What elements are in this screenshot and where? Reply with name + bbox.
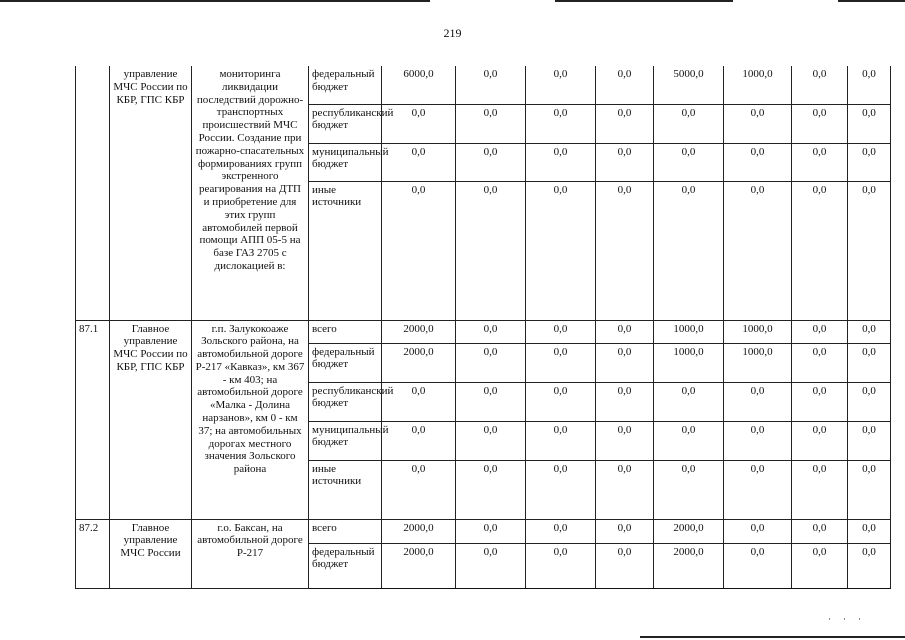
amount-cell: 1000,0 <box>724 66 792 104</box>
amount-cell: 0,0 <box>456 519 526 543</box>
amount-cell: 2000,0 <box>382 519 456 543</box>
amount-cell: 0,0 <box>848 343 891 382</box>
funding-source: федеральный бюджет <box>309 66 382 104</box>
organization-cell: Главное управление МЧС России <box>110 519 192 588</box>
amount-cell: 0,0 <box>596 181 654 320</box>
funding-source: иные источники <box>309 460 382 519</box>
amount-cell: 0,0 <box>596 104 654 143</box>
amount-cell: 0,0 <box>596 543 654 588</box>
amount-cell: 0,0 <box>848 104 891 143</box>
amount-cell: 0,0 <box>382 104 456 143</box>
amount-cell: 0,0 <box>526 421 596 460</box>
scan-specks: ··· <box>828 614 873 624</box>
top-rule-right <box>838 0 905 2</box>
amount-cell: 0,0 <box>526 343 596 382</box>
amount-cell: 0,0 <box>382 421 456 460</box>
table-row <box>76 66 891 104</box>
amount-cell: 2000,0 <box>654 543 724 588</box>
amount-cell: 0,0 <box>382 460 456 519</box>
amount-cell: 0,0 <box>596 382 654 421</box>
amount-cell: 0,0 <box>792 66 848 104</box>
amount-cell: 6000,0 <box>382 66 456 104</box>
amount-cell: 0,0 <box>792 543 848 588</box>
amount-cell: 0,0 <box>654 421 724 460</box>
amount-cell: 0,0 <box>526 143 596 181</box>
amount-cell: 0,0 <box>526 66 596 104</box>
amount-cell: 0,0 <box>456 460 526 519</box>
amount-cell: 0,0 <box>792 343 848 382</box>
amount-cell: 0,0 <box>724 143 792 181</box>
amount-cell: 2000,0 <box>382 320 456 343</box>
amount-cell: 0,0 <box>382 181 456 320</box>
amount-cell: 0,0 <box>792 104 848 143</box>
amount-cell: 0,0 <box>848 181 891 320</box>
amount-cell: 0,0 <box>456 104 526 143</box>
amount-cell: 0,0 <box>526 543 596 588</box>
amount-cell: 0,0 <box>848 421 891 460</box>
amount-cell: 0,0 <box>456 320 526 343</box>
organization-cell: Главное управление МЧС России по КБР, ГПС КБР <box>110 320 192 519</box>
funding-source: всего <box>309 519 382 543</box>
table-row <box>76 320 891 343</box>
organization-cell: управление МЧС России по КБР, ГПС КБР <box>110 66 192 320</box>
row-number <box>76 66 110 320</box>
amount-cell: 0,0 <box>526 519 596 543</box>
amount-cell: 0,0 <box>456 181 526 320</box>
amount-cell: 1000,0 <box>654 320 724 343</box>
amount-cell: 0,0 <box>596 460 654 519</box>
amount-cell: 0,0 <box>792 460 848 519</box>
amount-cell: 0,0 <box>654 143 724 181</box>
top-rule-middle <box>555 0 733 2</box>
budget-table <box>75 66 891 589</box>
amount-cell: 0,0 <box>382 382 456 421</box>
amount-cell: 0,0 <box>848 382 891 421</box>
row-number: 87.1 <box>76 320 110 519</box>
amount-cell: 0,0 <box>526 181 596 320</box>
amount-cell: 0,0 <box>456 343 526 382</box>
amount-cell: 0,0 <box>724 460 792 519</box>
amount-cell: 0,0 <box>792 181 848 320</box>
amount-cell: 0,0 <box>724 421 792 460</box>
amount-cell: 0,0 <box>848 320 891 343</box>
amount-cell: 0,0 <box>456 382 526 421</box>
amount-cell: 0,0 <box>654 104 724 143</box>
amount-cell: 0,0 <box>848 519 891 543</box>
amount-cell: 0,0 <box>382 143 456 181</box>
amount-cell: 0,0 <box>456 143 526 181</box>
amount-cell: 0,0 <box>848 543 891 588</box>
amount-cell: 0,0 <box>724 181 792 320</box>
table-row <box>76 519 891 543</box>
amount-cell: 0,0 <box>792 382 848 421</box>
amount-cell: 0,0 <box>596 519 654 543</box>
amount-cell: 0,0 <box>596 343 654 382</box>
funding-source: республиканский бюджет <box>309 104 382 143</box>
funding-source: муниципальный бюджет <box>309 421 382 460</box>
amount-cell: 0,0 <box>526 460 596 519</box>
amount-cell: 0,0 <box>792 320 848 343</box>
amount-cell: 1000,0 <box>654 343 724 382</box>
amount-cell: 0,0 <box>456 66 526 104</box>
table-body <box>76 66 891 588</box>
amount-cell: 0,0 <box>526 382 596 421</box>
funding-source: иные источники <box>309 181 382 320</box>
amount-cell: 0,0 <box>526 104 596 143</box>
amount-cell: 0,0 <box>596 421 654 460</box>
funding-source: федеральный бюджет <box>309 543 382 588</box>
amount-cell: 0,0 <box>724 519 792 543</box>
amount-cell: 2000,0 <box>382 543 456 588</box>
description-cell: мониторинга ликвидации последствий дорожно-транспортных происшествий МЧС России. Создание при пожарно-спасательных формированиях групп экстренного реагирования на ДТП и приобретение для этих групп автомобилей первой помощи АПП 05-5 на базе ГАЗ 2705 с дислокацией в: <box>192 66 309 320</box>
amount-cell: 1000,0 <box>724 343 792 382</box>
funding-source: федеральный бюджет <box>309 343 382 382</box>
description-cell: г.о. Баксан, на автомобильной дороге Р-217 <box>192 519 309 588</box>
funding-source: всего <box>309 320 382 343</box>
row-number: 87.2 <box>76 519 110 588</box>
amount-cell: 0,0 <box>724 104 792 143</box>
amount-cell: 2000,0 <box>654 519 724 543</box>
amount-cell: 0,0 <box>724 382 792 421</box>
page-number: 219 <box>443 26 462 40</box>
amount-cell: 0,0 <box>596 320 654 343</box>
amount-cell: 1000,0 <box>724 320 792 343</box>
amount-cell: 0,0 <box>848 460 891 519</box>
funding-source: республиканский бюджет <box>309 382 382 421</box>
amount-cell: 0,0 <box>792 421 848 460</box>
amount-cell: 0,0 <box>526 320 596 343</box>
amount-cell: 0,0 <box>456 421 526 460</box>
funding-source: муниципальный бюджет <box>309 143 382 181</box>
amount-cell: 2000,0 <box>382 343 456 382</box>
amount-cell: 5000,0 <box>654 66 724 104</box>
amount-cell: 0,0 <box>596 143 654 181</box>
amount-cell: 0,0 <box>792 143 848 181</box>
amount-cell: 0,0 <box>654 181 724 320</box>
amount-cell: 0,0 <box>456 543 526 588</box>
amount-cell: 0,0 <box>848 143 891 181</box>
amount-cell: 0,0 <box>654 382 724 421</box>
amount-cell: 0,0 <box>724 543 792 588</box>
bottom-rule <box>640 636 905 638</box>
amount-cell: 0,0 <box>792 519 848 543</box>
description-cell: г.п. Залукокоаже Зольского района, на автомобильной дороге Р-217 «Кавказ», км 367 - км 403; на автомобильной дороге «Малка - Долина нарзанов», км 0 - км 37; на автомобильных дорогах местного значения Зольского района <box>192 320 309 519</box>
amount-cell: 0,0 <box>596 66 654 104</box>
amount-cell: 0,0 <box>848 66 891 104</box>
amount-cell: 0,0 <box>654 460 724 519</box>
top-rule-left <box>0 0 430 2</box>
